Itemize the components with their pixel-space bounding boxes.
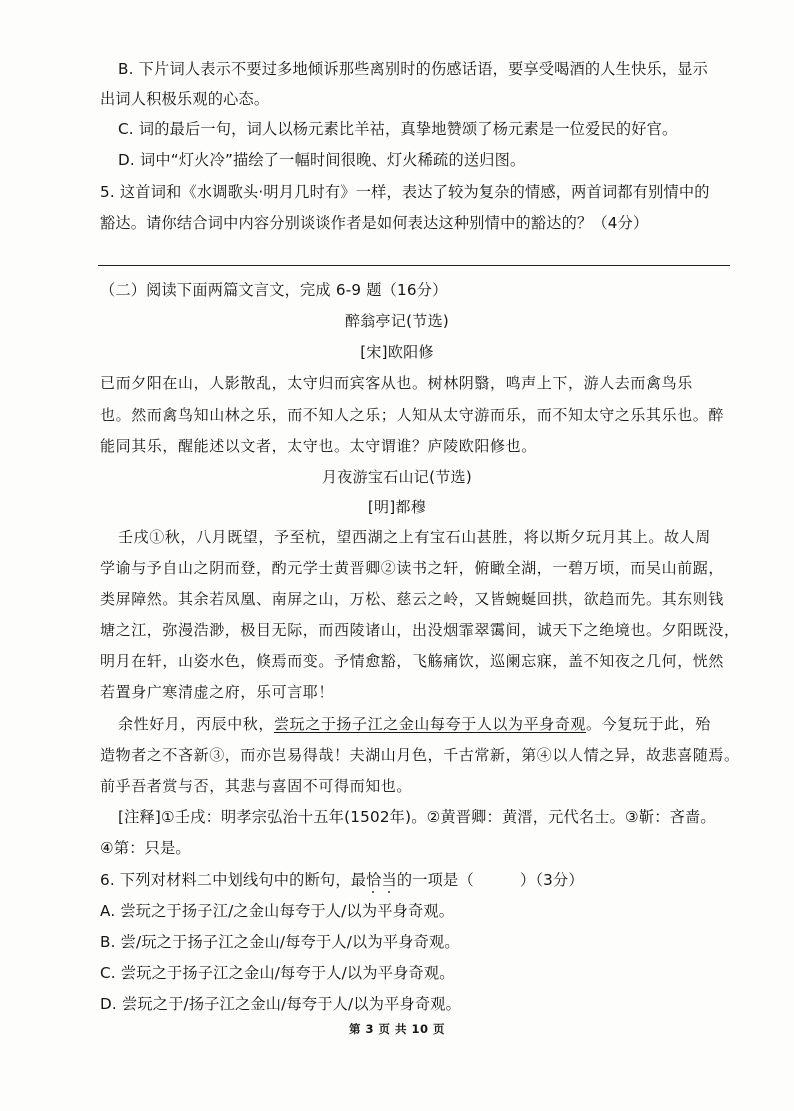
text2-p1-line5: 明月在轩，山姿水色，倏焉而变。予情愈豁，飞觞痛饮，巡阑忘寐，盖不知夜之几何，恍然 [100,652,725,670]
q6-option-a: A. 尝玩之于扬子江/之金山每夸于人/以为平身奇观。 [100,902,455,920]
text2-p1-line3: 类屏障然。其余若凤凰、南屏之山，万松、慈云之岭，又皆蜿蜒回拱，欲趋而先。其东则钱 [100,590,725,608]
q4-option-b-line2: 出词人积极乐观的心态。 [100,90,270,108]
section-divider [98,265,730,266]
text1-line1: 已而夕阳在山，人影散乱，太守归而宾客从也。树林阴翳，鸣声上下，游人去而禽鸟乐 [100,374,693,392]
notes-line2: ④第：只是。 [100,839,191,857]
text1-line3: 能同其乐，醒能述以文者，太守也。太守谓谁？庐陵欧阳修也。 [100,437,537,455]
section2-heading: （二）阅读下面两篇文言文，完成 6-9 题（16分） [100,281,448,299]
text2-p1-line2: 学谕与予自山之阴而登，酌元学士黄晋卿②读书之轩，俯瞰全湖，一碧万顷，而吴山前踞， [100,559,725,577]
text2-p2-line2: 造物者之不吝新③，而亦岂易得哉！夫湖山月色，千古常新，第④以人情之异，故悲喜随焉。 [100,746,740,764]
q5-line1: 5. 这首词和《水调歌头·明月几时有》一样，表达了较为复杂的情感，两首词都有别情中的 [100,183,710,201]
text2-p2-line3: 前乎吾者赏与否，其悲与喜固不可得而知也。 [100,777,413,795]
text2-title: 月夜游宝石山记(节选) [321,468,472,486]
q5-line2: 豁达。请你结合词中内容分别谈谈作者是如何表达这种别情中的豁达的？（4分） [100,214,649,232]
page-number: 第 3 页 共 10 页 [348,1022,446,1036]
text1-title: 醉翁亭记(节选) [344,312,450,330]
q6-option-c: C. 尝玩之于扬子江之金山/每夸于人/以为平身奇观。 [100,964,455,982]
q6-option-d: D. 尝玩之于/扬子江之金山/每夸于人/以为平身奇观。 [100,995,462,1013]
q4-option-c: C. 词的最后一句，词人以杨元素比羊祜，真挚地赞颂了杨元素是一位爱民的好官。 [118,120,678,138]
underlined-sentence: 尝玩之于扬子江之金山每夸于人以为平身奇观 [274,715,587,733]
q6-option-b: B. 尝/玩之于扬子江之金山/每夸于人/以为平身奇观。 [100,933,460,951]
text2-p2-line1-end: 。今复玩于此，殆 [586,715,711,733]
q4-option-b-line1: B. 下片词人表示不要过多地倾诉那些离别时的伤感话语，要享受喝酒的人生快乐，显示 [118,60,709,78]
text1-author: [宋]欧阳修 [360,343,434,361]
q4-option-d: D. 词中“灯火冷”描绘了一幅时间很晚、灯火稀疏的送归图。 [118,151,526,169]
emphasis-dot [388,891,390,893]
text2-p1-line6: 若置身广寒清虚之府，乐可言耶！ [100,683,335,701]
text2-p2-line1-start: 余性好月，丙辰中秋， [118,715,275,733]
text2-p2-line1 [118,714,711,734]
text1-line2: 也。然而禽鸟知山林之乐，而不知人之乐；人知从太守游而乐，而不知太守之乐其乐也。醉 [100,406,725,424]
q6-stem: 6. 下列对材料二中划线句中的断句，最恰当的一项是（ ）（3分） [100,871,584,889]
text2-p1-line1: 壬戌①秋，八月既望，予至杭，望西湖之上有宝石山甚胜，将以斯夕玩月其上。故人周 [118,528,711,546]
text2-author: [明]都穆 [367,498,427,516]
notes-line1: [注释]①壬戌：明孝宗弘治十五年(1502年)。②黄晋卿：黄溍，元代名士。③靳：吝啬。 [118,808,716,826]
text2-p1-line4: 塘之江，弥漫浩渺，极目无际，而西陵诸山，出没烟霏翠霭间，诚天下之绝境也。夕阳既没， [100,621,740,639]
emphasis-dot [372,891,374,893]
